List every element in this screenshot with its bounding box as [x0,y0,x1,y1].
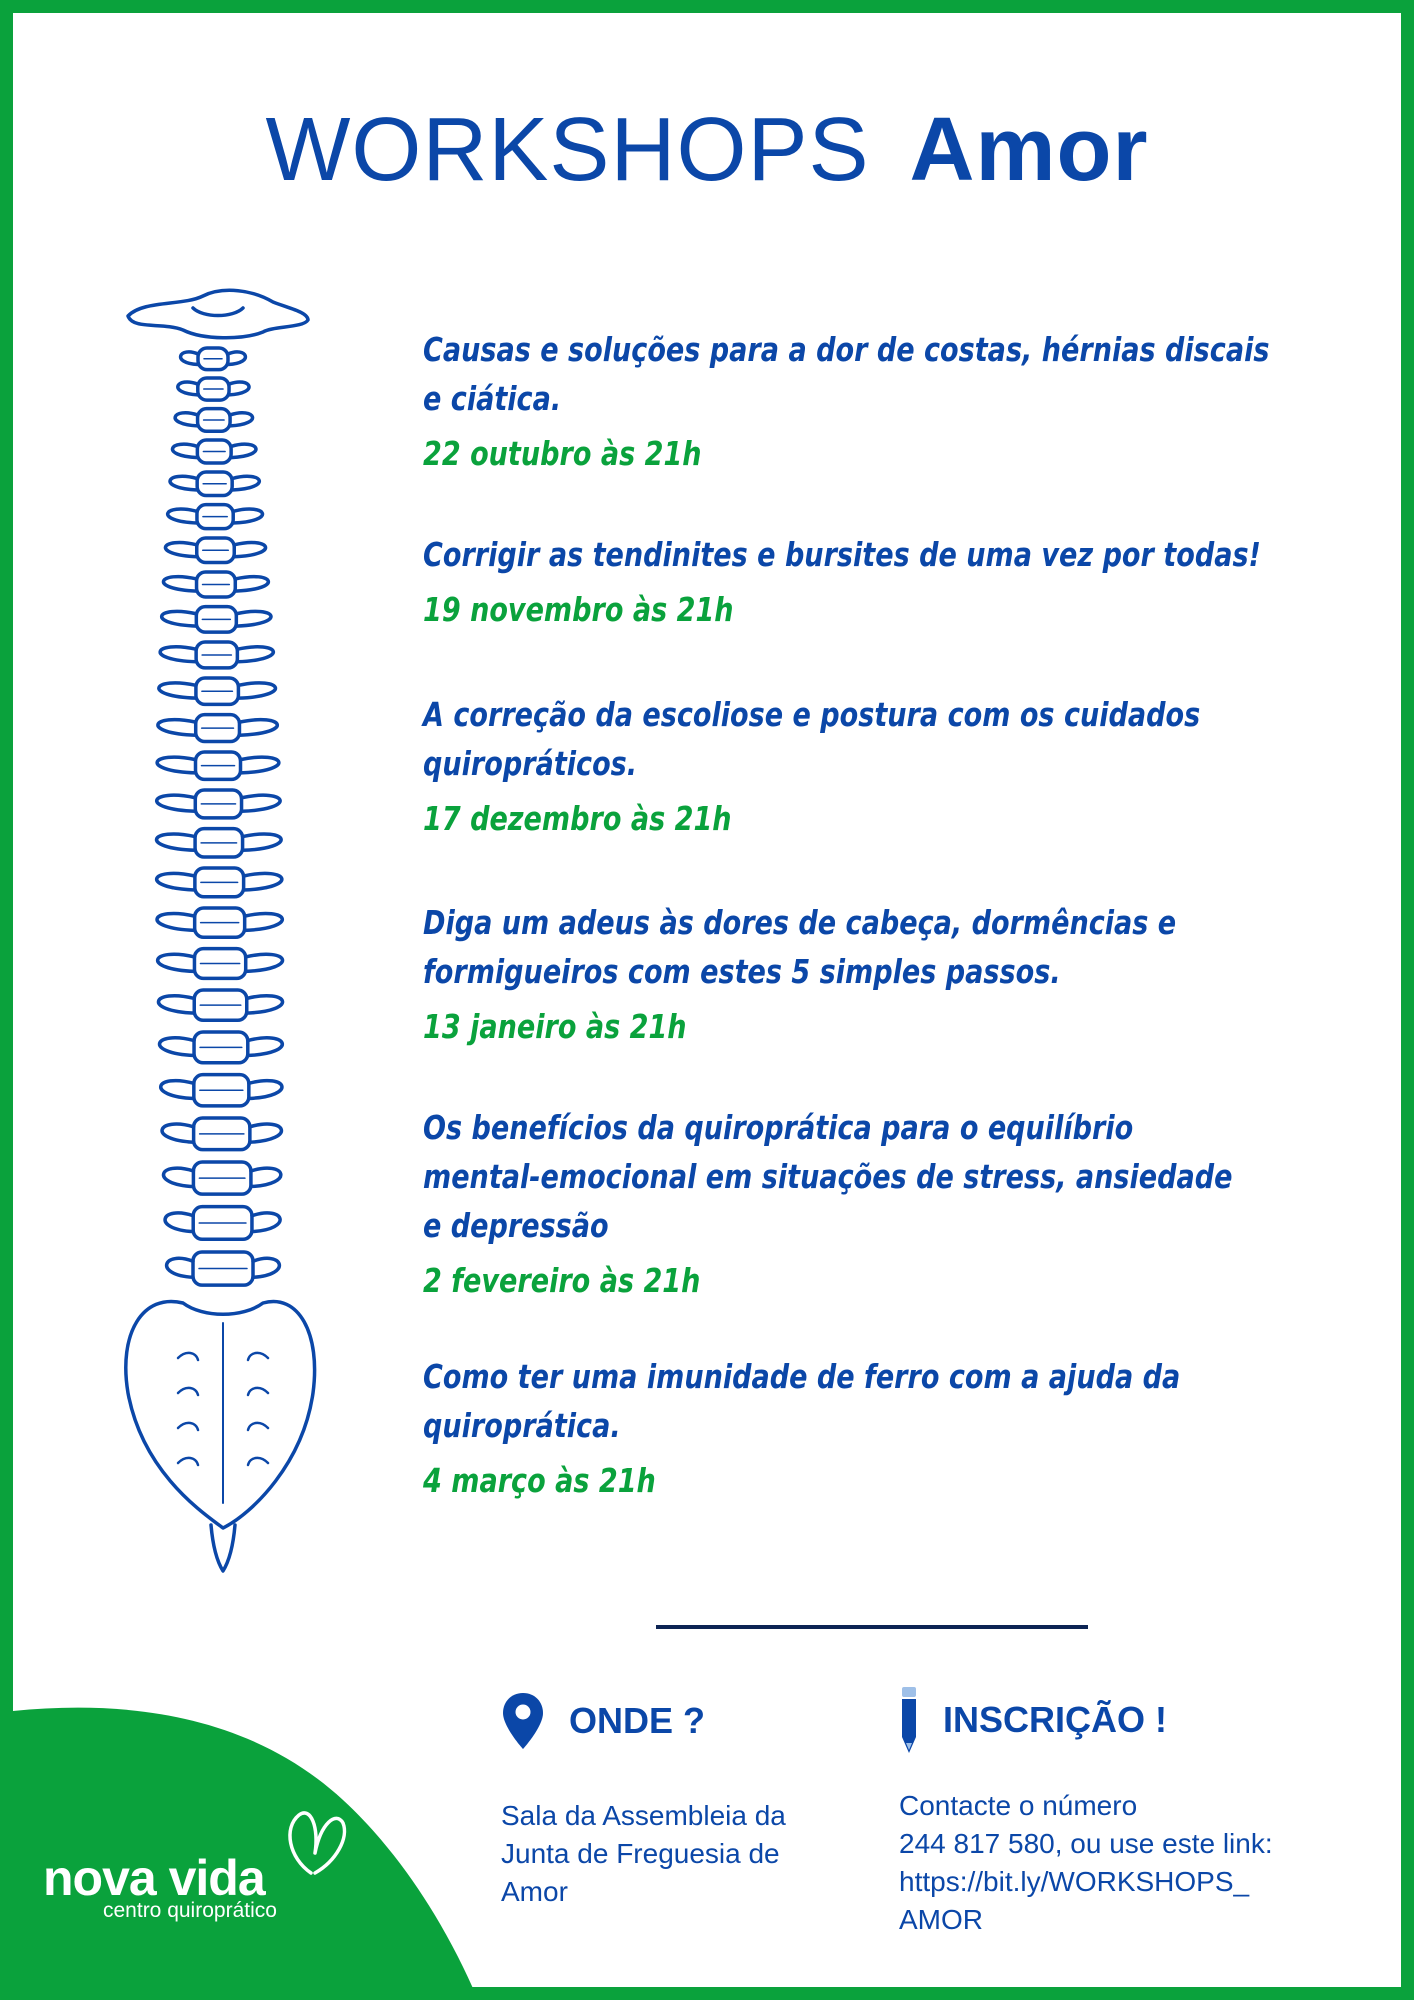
divider-line [656,1625,1088,1629]
location-pin-icon [501,1691,545,1751]
workshop-title: Corrigir as tendinites e bursites de uma vez por todas! [423,535,1261,574]
title-bold: Amor [909,100,1149,200]
signup-section [899,1685,1379,1939]
workshop-date: 22 outubro às 21h [423,434,702,473]
workshop-item [423,1103,1323,1305]
workshop-item [423,1352,1323,1505]
workshop-title: A correção da escoliose e postura com os cuidados quiropráticos. [423,695,1201,783]
workshop-date: 4 março às 21h [423,1461,656,1500]
workshop-date: 17 dezembro às 21h [423,799,732,838]
workshop-title: Causas e soluções para a dor de costas, hérnias discais e ciática. [423,330,1270,418]
workshop-item [423,898,1323,1051]
signup-text: Contacte o número 244 817 580, ou use este link: https://bit.ly/WORKSHOPS_ AMOR [899,1790,1273,1935]
where-text: Sala da Assembleia da Junta de Freguesia de Amor [501,1800,786,1907]
spine-illustration [123,278,383,1578]
logo-tagline: centro quiroprático [103,1899,277,1922]
butterfly-icon [281,1803,351,1883]
workshop-item [423,530,1323,634]
signup-heading: INSCRIÇÃO ! [943,1699,1167,1740]
logo [43,1850,277,1923]
workshop-date: 19 novembro às 21h [423,590,734,629]
workshop-item [423,690,1323,843]
where-section [501,1691,861,1911]
workshop-title: Os benefícios da quiroprática para o equilíbrio mental-emocional em situações de stress, ansiedade e depressão [423,1108,1233,1245]
workshop-date: 13 janeiro às 21h [423,1007,687,1046]
logo-name: nova vida [43,1850,265,1906]
workshop-item [423,325,1323,478]
workshop-date: 2 fevereiro às 21h [423,1261,701,1300]
pencil-icon [899,1685,919,1755]
workshop-title: Como ter uma imunidade de ferro com a ajuda da quiroprática. [423,1357,1181,1445]
title-light: WORKSHOPS [265,100,870,200]
page-title [13,100,1401,200]
workshop-title: Diga um adeus às dores de cabeça, dormências e formigueiros com estes 5 simples passos. [423,903,1177,991]
where-heading: ONDE ? [569,1700,706,1741]
